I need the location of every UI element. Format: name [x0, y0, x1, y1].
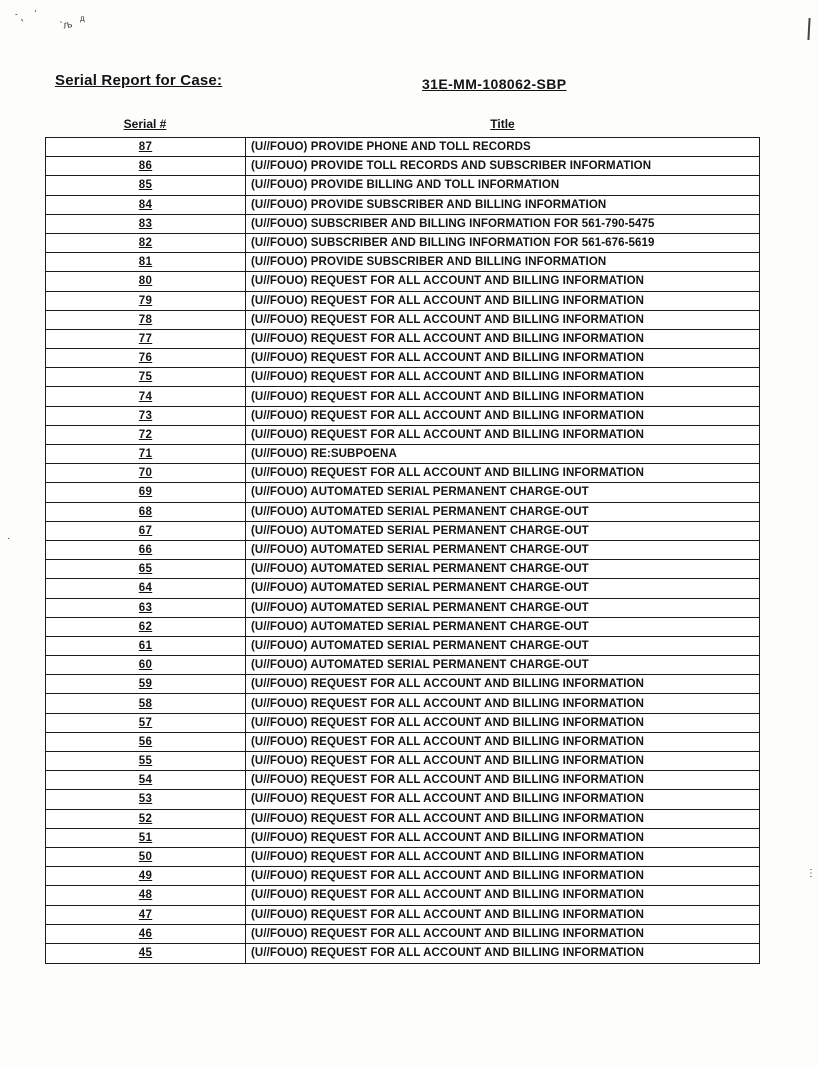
serial-cell: [46, 752, 246, 770]
table-row: [46, 829, 759, 848]
serial-cell: [46, 579, 246, 597]
scan-artifact: `,: [14, 11, 25, 25]
serial-number: 72: [138, 428, 153, 441]
serial-cell: [46, 790, 246, 808]
table-row: [46, 292, 759, 311]
title-cell: (U//FOUO) REQUEST FOR ALL ACCOUNT AND BILLING INFORMATION: [251, 409, 645, 422]
serial-number: 76: [138, 352, 153, 365]
title-cell: (U//FOUO) REQUEST FOR ALL ACCOUNT AND BILLING INFORMATION: [251, 870, 645, 883]
table-row: [46, 579, 759, 598]
serial-cell: [46, 867, 246, 885]
table-row: [46, 464, 759, 483]
serial-cell: [46, 656, 246, 674]
title-cell: (U//FOUO) PROVIDE PHONE AND TOLL RECORDS: [251, 141, 531, 154]
serial-table-body: [45, 137, 760, 964]
serial-cell: [46, 694, 246, 712]
serial-cell: [46, 445, 246, 463]
serial-cell: [46, 292, 246, 310]
title-cell: (U//FOUO) REQUEST FOR ALL ACCOUNT AND BILLING INFORMATION: [251, 332, 645, 345]
serial-cell: [46, 599, 246, 617]
title-cell: (U//FOUO) AUTOMATED SERIAL PERMANENT CHARGE-OUT: [251, 601, 589, 614]
serial-cell: [46, 426, 246, 444]
case-number: 31E-MM-108062-SBP: [422, 76, 567, 92]
title-cell: (U//FOUO) SUBSCRIBER AND BILLING INFORMATION FOR 561-790-5475: [251, 217, 655, 230]
serial-number: 56: [138, 735, 153, 748]
serial-number: 86: [138, 160, 153, 173]
serial-number: 61: [138, 639, 153, 652]
title-cell: (U//FOUO) REQUEST FOR ALL ACCOUNT AND BILLING INFORMATION: [251, 313, 645, 326]
title-cell: (U//FOUO) REQUEST FOR ALL ACCOUNT AND BILLING INFORMATION: [251, 831, 645, 844]
table-row: [46, 925, 759, 944]
serial-cell: [46, 522, 246, 540]
serial-cell: [46, 560, 246, 578]
scan-artifact: [807, 18, 810, 40]
table-row: [46, 599, 759, 618]
serial-number: 75: [138, 371, 153, 384]
serial-column-header: Serial #: [123, 117, 167, 131]
serial-cell: [46, 810, 246, 828]
table-row: [46, 503, 759, 522]
scan-artifact: д: [80, 14, 85, 23]
serial-cell: [46, 215, 246, 233]
title-cell: (U//FOUO) REQUEST FOR ALL ACCOUNT AND BILLING INFORMATION: [251, 755, 645, 768]
title-cell: (U//FOUO) AUTOMATED SERIAL PERMANENT CHARGE-OUT: [251, 582, 589, 595]
serial-number: 79: [138, 294, 153, 307]
serial-number: 47: [138, 908, 153, 921]
serial-number: 57: [138, 716, 153, 729]
title-cell: (U//FOUO) REQUEST FOR ALL ACCOUNT AND BILLING INFORMATION: [251, 294, 645, 307]
title-cell: (U//FOUO) REQUEST FOR ALL ACCOUNT AND BILLING INFORMATION: [251, 927, 645, 940]
serial-number: 59: [138, 678, 153, 691]
serial-cell: [46, 925, 246, 943]
serial-cell: [46, 483, 246, 501]
serial-cell: [46, 906, 246, 924]
title-cell: (U//FOUO) REQUEST FOR ALL ACCOUNT AND BILLING INFORMATION: [251, 735, 645, 748]
table-row: [46, 752, 759, 771]
title-cell: (U//FOUO) REQUEST FOR ALL ACCOUNT AND BILLING INFORMATION: [251, 467, 645, 480]
table-row: [46, 906, 759, 925]
serial-number: 77: [138, 332, 153, 345]
title-cell: (U//FOUO) AUTOMATED SERIAL PERMANENT CHARGE-OUT: [251, 563, 589, 576]
serial-cell: [46, 196, 246, 214]
serial-number: 71: [138, 448, 153, 461]
table-row: [46, 176, 759, 195]
title-cell: (U//FOUO) REQUEST FOR ALL ACCOUNT AND BILLING INFORMATION: [251, 697, 645, 710]
serial-number: 58: [138, 697, 153, 710]
title-cell: (U//FOUO) AUTOMATED SERIAL PERMANENT CHARGE-OUT: [251, 620, 589, 633]
title-cell: (U//FOUO) PROVIDE SUBSCRIBER AND BILLING INFORMATION: [251, 198, 607, 211]
serial-cell: [46, 234, 246, 252]
table-row: [46, 618, 759, 637]
serial-number: 66: [138, 544, 153, 557]
title-cell: (U//FOUO) SUBSCRIBER AND BILLING INFORMATION FOR 561-676-5619: [251, 237, 655, 250]
title-cell: (U//FOUO) REQUEST FOR ALL ACCOUNT AND BILLING INFORMATION: [251, 851, 645, 864]
serial-cell: [46, 368, 246, 386]
table-row: [46, 426, 759, 445]
serial-cell: [46, 330, 246, 348]
table-row: [46, 656, 759, 675]
serial-cell: [46, 138, 246, 156]
title-cell: (U//FOUO) RE:SUBPOENA: [251, 448, 397, 461]
table-row: [46, 886, 759, 905]
serial-cell: [46, 675, 246, 693]
serial-cell: [46, 733, 246, 751]
serial-cell: [46, 253, 246, 271]
title-cell: (U//FOUO) REQUEST FOR ALL ACCOUNT AND BILLING INFORMATION: [251, 352, 645, 365]
table-row: [46, 694, 759, 713]
serial-number: 84: [138, 198, 153, 211]
scan-artifact: `љ: [59, 19, 74, 32]
serial-cell: [46, 272, 246, 290]
title-cell: (U//FOUO) AUTOMATED SERIAL PERMANENT CHARGE-OUT: [251, 505, 589, 518]
serial-number: 80: [138, 275, 153, 288]
title-cell: (U//FOUO) REQUEST FOR ALL ACCOUNT AND BILLING INFORMATION: [251, 371, 645, 384]
table-row: [46, 445, 759, 464]
table-row: [46, 848, 759, 867]
title-cell: (U//FOUO) REQUEST FOR ALL ACCOUNT AND BILLING INFORMATION: [251, 774, 645, 787]
table-row: [46, 733, 759, 752]
table-row: [46, 790, 759, 809]
title-cell: (U//FOUO) REQUEST FOR ALL ACCOUNT AND BILLING INFORMATION: [251, 275, 645, 288]
table-row: [46, 311, 759, 330]
table-row: [46, 541, 759, 560]
serial-cell: [46, 157, 246, 175]
serial-number: 64: [138, 582, 153, 595]
serial-number: 45: [138, 947, 153, 960]
table-row: [46, 138, 759, 157]
table-row: [46, 637, 759, 656]
serial-number: 53: [138, 793, 153, 806]
title-cell: (U//FOUO) REQUEST FOR ALL ACCOUNT AND BILLING INFORMATION: [251, 812, 645, 825]
table-row: [46, 234, 759, 253]
serial-cell: [46, 541, 246, 559]
title-cell: (U//FOUO) AUTOMATED SERIAL PERMANENT CHARGE-OUT: [251, 486, 589, 499]
title-cell: (U//FOUO) PROVIDE SUBSCRIBER AND BILLING INFORMATION: [251, 256, 607, 269]
title-cell: (U//FOUO) REQUEST FOR ALL ACCOUNT AND BILLING INFORMATION: [251, 947, 645, 960]
serial-number: 50: [138, 851, 153, 864]
table-row: [46, 387, 759, 406]
table-row: [46, 771, 759, 790]
scan-artifact: ′: [32, 7, 37, 19]
title-cell: (U//FOUO) REQUEST FOR ALL ACCOUNT AND BILLING INFORMATION: [251, 390, 645, 403]
serial-cell: [46, 771, 246, 789]
table-row: [46, 368, 759, 387]
table-row: [46, 196, 759, 215]
serial-number: 87: [138, 141, 153, 154]
title-cell: (U//FOUO) REQUEST FOR ALL ACCOUNT AND BILLING INFORMATION: [251, 716, 645, 729]
serial-cell: [46, 637, 246, 655]
serial-cell: [46, 311, 246, 329]
serial-number: 49: [138, 870, 153, 883]
serial-number: 48: [138, 889, 153, 902]
title-cell: (U//FOUO) REQUEST FOR ALL ACCOUNT AND BILLING INFORMATION: [251, 678, 645, 691]
title-column-header: Title: [490, 117, 515, 131]
serial-number: 63: [138, 601, 153, 614]
serial-cell: [46, 503, 246, 521]
table-row: [46, 522, 759, 541]
table-row: [46, 330, 759, 349]
table-row: [46, 215, 759, 234]
serial-number: 60: [138, 659, 153, 672]
table-row: [46, 483, 759, 502]
serial-cell: [46, 464, 246, 482]
report-title: Serial Report for Case:: [55, 72, 223, 89]
serial-number: 85: [138, 179, 153, 192]
serial-cell: [46, 886, 246, 904]
serial-cell: [46, 407, 246, 425]
serial-number: 81: [138, 256, 153, 269]
table-row: [46, 157, 759, 176]
serial-number: 54: [138, 774, 153, 787]
table-row: [46, 272, 759, 291]
title-cell: (U//FOUO) AUTOMATED SERIAL PERMANENT CHARGE-OUT: [251, 659, 589, 672]
table-row: [46, 560, 759, 579]
serial-number: 65: [138, 563, 153, 576]
serial-number: 82: [138, 237, 153, 250]
serial-cell: [46, 618, 246, 636]
serial-number: 51: [138, 831, 153, 844]
table-row: [46, 675, 759, 694]
table-row: [46, 407, 759, 426]
serial-number: 55: [138, 755, 153, 768]
table-row: [46, 714, 759, 733]
serial-number: 78: [138, 313, 153, 326]
serial-number: 83: [138, 217, 153, 230]
title-cell: (U//FOUO) AUTOMATED SERIAL PERMANENT CHARGE-OUT: [251, 639, 589, 652]
scan-artifact: ⋮: [806, 868, 816, 879]
title-cell: (U//FOUO) REQUEST FOR ALL ACCOUNT AND BILLING INFORMATION: [251, 908, 645, 921]
title-cell: (U//FOUO) PROVIDE TOLL RECORDS AND SUBSCRIBER INFORMATION: [251, 160, 652, 173]
scan-artifact: ·: [7, 533, 11, 544]
title-cell: (U//FOUO) REQUEST FOR ALL ACCOUNT AND BILLING INFORMATION: [251, 889, 645, 902]
table-row: [46, 810, 759, 829]
title-cell: (U//FOUO) REQUEST FOR ALL ACCOUNT AND BILLING INFORMATION: [251, 428, 645, 441]
serial-number: 74: [138, 390, 153, 403]
serial-cell: [46, 176, 246, 194]
table-row: [46, 867, 759, 886]
title-cell: (U//FOUO) AUTOMATED SERIAL PERMANENT CHARGE-OUT: [251, 544, 589, 557]
table-row: [46, 253, 759, 272]
serial-cell: [46, 714, 246, 732]
table-row: [46, 944, 759, 963]
serial-number: 70: [138, 467, 153, 480]
serial-cell: [46, 349, 246, 367]
serial-cell: [46, 387, 246, 405]
serial-number: 69: [138, 486, 153, 499]
serial-cell: [46, 944, 246, 963]
title-cell: (U//FOUO) PROVIDE BILLING AND TOLL INFORMATION: [251, 179, 560, 192]
title-cell: (U//FOUO) AUTOMATED SERIAL PERMANENT CHARGE-OUT: [251, 524, 589, 537]
serial-number: 67: [138, 524, 153, 537]
title-cell: (U//FOUO) REQUEST FOR ALL ACCOUNT AND BILLING INFORMATION: [251, 793, 645, 806]
serial-cell: [46, 829, 246, 847]
table-column-headers: [45, 117, 760, 131]
serial-number: 73: [138, 409, 153, 422]
serial-number: 68: [138, 505, 153, 518]
serial-number: 62: [138, 620, 153, 633]
serial-number: 46: [138, 927, 153, 940]
serial-number: 52: [138, 812, 153, 825]
table-row: [46, 349, 759, 368]
serial-cell: [46, 848, 246, 866]
